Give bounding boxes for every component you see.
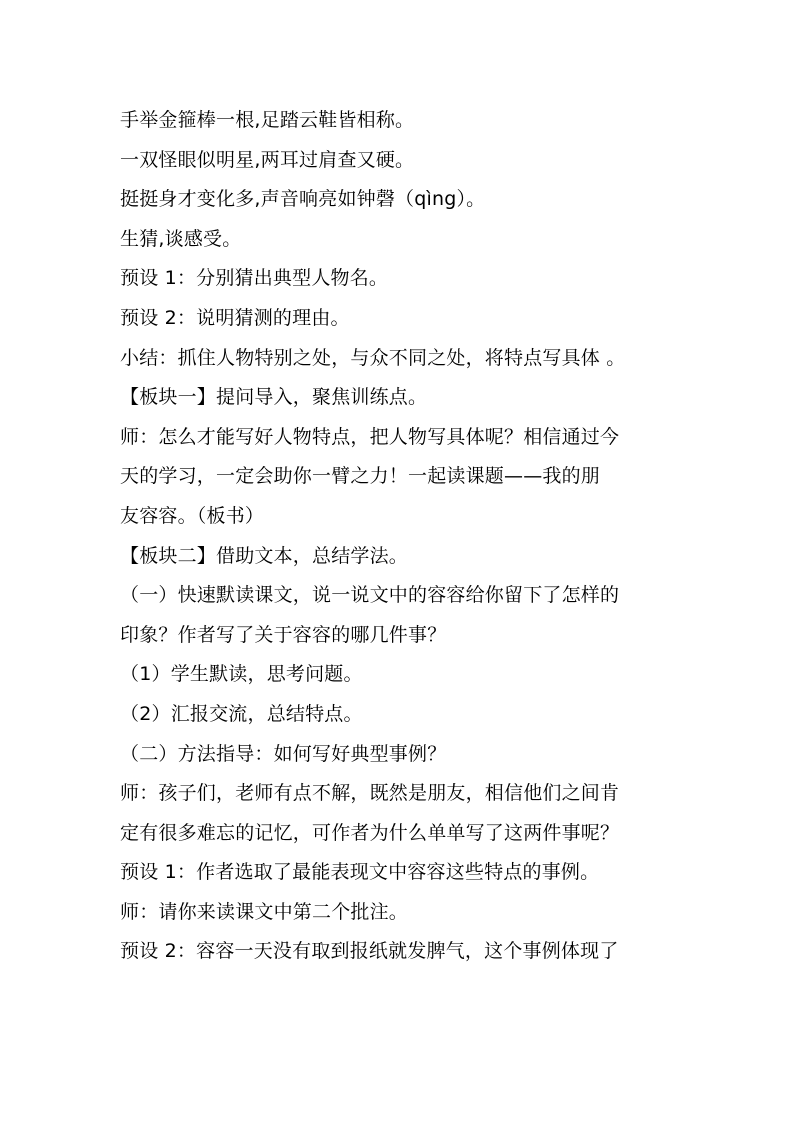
text-line: 小结：抓住人物特别之处，与众不同之处，将特点写具体 。: [120, 346, 626, 369]
text-line: 友容容。（板书）: [120, 504, 265, 527]
text-line: 师：请你来读课文中第二个批注。: [120, 900, 409, 923]
document-body: [120, 101, 680, 972]
text-line: 预设 2：容容一天没有取到报纸就发脾气，这个事例体现了: [120, 940, 619, 963]
text-line: 天的学习，一定会助你一臂之力！一起读课题——我的朋: [120, 465, 601, 488]
text-line: 预设 1：作者选取了最能表现文中容容这些特点的事例。: [120, 861, 600, 884]
text-line: 师：怎么才能写好人物特点，把人物写具体呢？相信通过今: [120, 425, 620, 448]
text-line: （一）快速默读课文，说一说文中的容容给你留下了怎样的: [120, 584, 620, 607]
text-line: 生猜,谈感受。: [120, 227, 242, 250]
section-heading: 【板块一】提问导入，聚焦训练点。: [120, 386, 428, 409]
text-line: 挺挺身才变化多,声音响亮如钟磬（qìng）。: [120, 188, 486, 211]
text-line: 一双怪眼似明星,两耳过肩查又硬。: [120, 148, 415, 171]
section-heading: 【板块二】借助文本，总结学法。: [120, 544, 409, 567]
text-line: 预设 1：分别猜出典型人物名。: [120, 267, 389, 290]
text-line: 师：孩子们，老师有点不解，既然是朋友，相信他们之间肯: [120, 782, 620, 805]
text-line: 定有很多难忘的记忆，可作者为什么单单写了这两件事呢？: [120, 821, 620, 844]
text-line: 印象？作者写了关于容容的哪几件事？: [120, 623, 447, 646]
text-line: （二）方法指导：如何写好典型事例？: [120, 742, 447, 765]
text-line: （2）汇报交流，总结特点。: [120, 702, 363, 725]
text-line: 手举金箍棒一根,足踏云鞋皆相称。: [120, 109, 415, 131]
text-line: 预设 2：说明猜测的理由。: [120, 306, 350, 329]
text-line: （1）学生默读，思考问题。: [120, 663, 363, 686]
